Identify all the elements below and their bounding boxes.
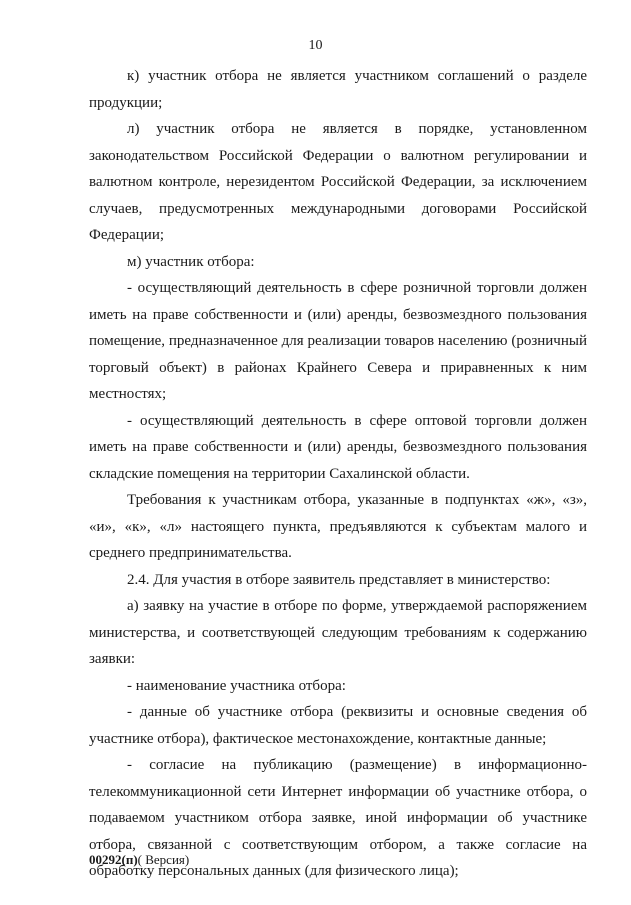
paragraph-wholesale: - осуществляющий деятельность в сфере оптовой торговли должен иметь на праве собственности и (или) аренды, безвозмездного пользования складские помещения на территории Сахалинской области. (89, 412, 587, 482)
paragraph-l: л) участник отбора не является в порядке, установленном законодательством Российской Федерации о валютном регулировании и валютном контроле, нерезидентом Российской Федерации, за исключением случаев, предусмотренных международными договорами Российской Федерации; (89, 121, 587, 243)
paragraph-consent: - согласие на публикацию (размещение) в информационно-телекоммуникационной сети Интернет информации об участнике отбора, о подаваемом участником отбора заявке, иной информации об участнике отбора, связанной с соответствующим отбором, а также согласие на обработку персональных данных (для физического лица); (89, 757, 587, 879)
document-code: 00292(п) (89, 852, 138, 867)
paragraph-name: - наименование участника отбора: (127, 677, 346, 694)
paragraph-requirements: Требования к участникам отбора, указанные в подпунктах «ж», «з», «и», «к», «л» настоящего пункта, предъявляются к субъектам малого и среднего предпринимательства. (89, 492, 587, 561)
paragraph-a: а) заявку на участие в отборе по форме, утверждаемой распоряжением министерства, и соответствующей следующим требованиям к содержанию заявки: (89, 598, 587, 667)
page-number: 10 (308, 38, 323, 53)
paragraph-2-4: 2.4. Для участия в отборе заявитель представляет в министерство: (127, 571, 551, 588)
document-version: ( Версия) (137, 852, 190, 867)
paragraph-data: - данные об участнике отбора (реквизиты и основные сведения об участнике отбора), фактическое местонахождение, контактные данные; (89, 704, 587, 747)
paragraph-k: к) участник отбора не является участником соглашений о разделе продукции; (89, 68, 587, 111)
document-body (89, 63, 587, 885)
paragraph-retail: - осуществляющий деятельность в сфере розничной торговли должен иметь на праве собственности и (или) аренды, безвозмездного пользования помещение, предназначенное для реализации товаров населению (розничный торговый объект) в районах Крайнего Севера и приравненных к ним местностях; (89, 280, 587, 402)
document-footer (89, 852, 189, 868)
paragraph-m: м) участник отбора: (127, 253, 255, 270)
